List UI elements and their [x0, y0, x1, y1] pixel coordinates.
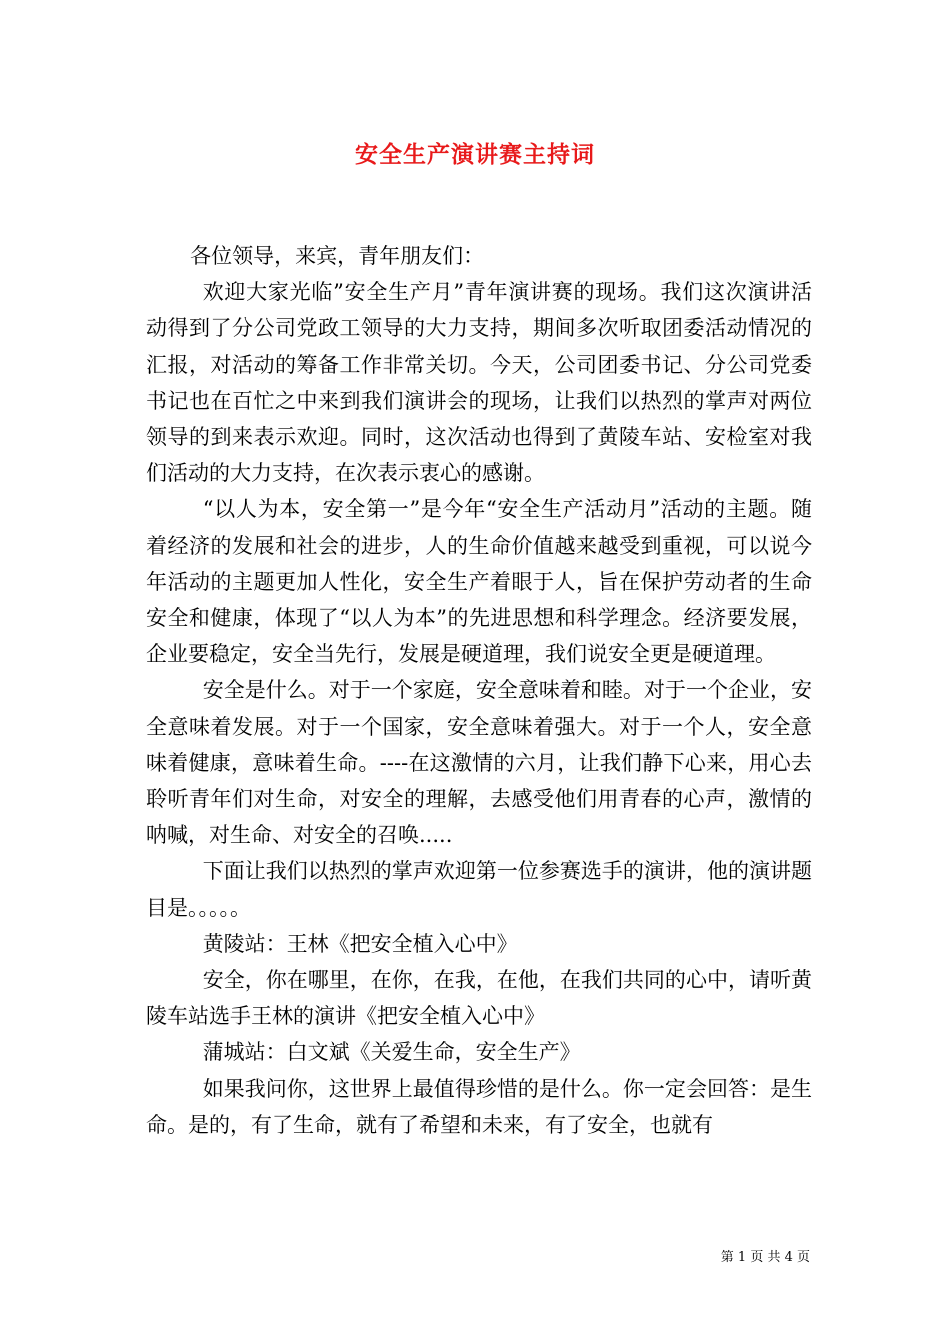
paragraph-first-contestant-intro: 下面让我们以热烈的掌声欢迎第一位参赛选手的演讲，他的演讲题目是。。。。。	[146, 859, 812, 920]
paragraph-contestant-pucheng: 蒲城站：白文斌《关爱生命，安全生产》	[202, 1040, 581, 1065]
paragraph-pucheng-intro: 如果我问你，这世界上最值得珍惜的是什么。你一定会回答：是生命。是的，有了生命，就有了希望和未来，有了安全，也就有	[146, 1076, 812, 1137]
document-title: 安全生产演讲赛主持词	[355, 141, 595, 168]
paragraph-what-is-safety: 安全是什么。对于一个家庭，安全意味着和睦。对于一个企业，安全意味着发展。对于一个国家，安全意味着强大。对于一个人，安全意味着健康，意味着生命。----在这激情的六月，让我们静下心来，用心去聆听青年们对生命，对安全的理解，去感受他们用青春的心声，激情的呐喊，对生命、对安全的召唤.....	[146, 678, 812, 848]
paragraph-theme: “以人为本，安全第一”是今年“安全生产活动月”活动的主题。随着经济的发展和社会的进步，人的生命价值越来越受到重视，可以说今年活动的主题更加人性化，安全生产着眼于人，旨在保护劳动者的生命安全和健康，体现了“以人为本”的先进思想和科学理念。经济要发展，企业要稳定，安全当先行，发展是硬道理，我们说安全更是硬道理。	[146, 497, 812, 667]
page-number: 第 1 页 共 4 页	[720, 1250, 810, 1265]
paragraph-contestant-huangling: 黄陵站：王林《把安全植入心中》	[202, 931, 518, 956]
paragraph-huangling-intro: 安全，你在哪里，在你，在我，在他，在我们共同的心中，请听黄陵车站选手王林的演讲《把安全植入心中》	[146, 968, 812, 1029]
paragraph-salutation: 各位领导，来宾，青年朋友们：	[190, 244, 485, 268]
paragraph-welcome: 欢迎大家光临”安全生产月”青年演讲赛的现场。我们这次演讲活动得到了分公司党政工领导的大力支持，期间多次听取团委活动情况的汇报，对活动的筹备工作非常关切。今天，公司团委书记、分公司党委书记也在百忙之中来到我们演讲会的现场，让我们以热烈的掌声对两位领导的到来表示欢迎。同时，这次活动也得到了黄陵车站、安检室对我们活动的大力支持，在次表示衷心的感谢。	[146, 280, 812, 486]
document-body	[146, 238, 812, 1143]
